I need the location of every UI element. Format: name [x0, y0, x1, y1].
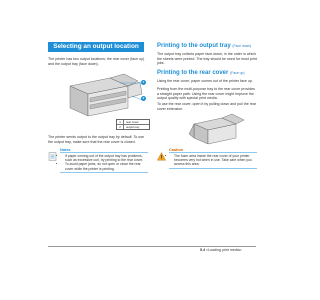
rear-cover-paragraph-3: To use the rear cover, open it by pulling down and pull the rear cover extension.: [157, 102, 257, 111]
callout-marker-2: 2: [142, 96, 145, 100]
callout-label: rear cover: [126, 120, 139, 124]
notes-block: [48, 148, 148, 173]
footer-page-number: 5.4: [200, 248, 205, 252]
rear-cover-illustration: [188, 112, 248, 146]
callout-legend: [116, 119, 150, 130]
caution-item: • The fuser area inside the rear cover of your printer becomes very hot when in use. Take care when you access this area.: [174, 154, 257, 167]
callout-row-2: [117, 125, 149, 129]
note-item: • If paper coming out of the output tray has problems, such as excessive curl, try printing to the rear cover.: [65, 154, 148, 162]
intro-paragraph: The printer has two output locations; the rear cover (face up) and the output tray (face down).: [48, 57, 145, 66]
callout-marker-1: 1: [142, 80, 145, 84]
footer-title: <Loading print media>: [206, 248, 242, 252]
heading-output-tray-sub: (Face down): [232, 44, 252, 48]
callout-label: output tray: [126, 125, 140, 129]
caution-label: Caution: [169, 148, 184, 152]
heading-output-tray-text: Printing to the output tray: [157, 43, 231, 49]
rear-cover-paragraph-1: Using the rear cover, paper comes out of the printer face up.: [157, 79, 253, 83]
heading-rear-cover-sub: (Face up): [230, 71, 245, 75]
heading-output-tray: [157, 42, 251, 50]
heading-rear-cover-text: Printing to the rear cover: [157, 70, 229, 76]
caution-block: [157, 148, 257, 169]
callout-number: 1: [117, 120, 124, 124]
notes-label: Notes: [60, 148, 71, 152]
note-item: • To avoid paper jams, do not open or close the rear cover while the printer is printing.: [65, 162, 148, 170]
footer-rule: [48, 246, 256, 247]
output-tray-paragraph: The output tray collects paper face-down, in the order in which the sheets were printed. The tray should be used for most print jobs.: [157, 52, 257, 66]
printer-illustration: [60, 72, 145, 117]
heading-rear-cover: [157, 69, 245, 77]
callout-number: 2: [117, 125, 124, 129]
section-title: Selecting an output location: [48, 42, 144, 52]
default-output-paragraph: The printer sends output to the output tray by default. To use the output tray, make sure that the rear cover is closed.: [48, 135, 145, 144]
rear-cover-paragraph-2: Printing from the multi-purpose tray to the rear cover provides a straight paper path. Using the rear cover might improve the output quality with special print media.: [157, 87, 255, 101]
page-footer: [200, 248, 242, 252]
